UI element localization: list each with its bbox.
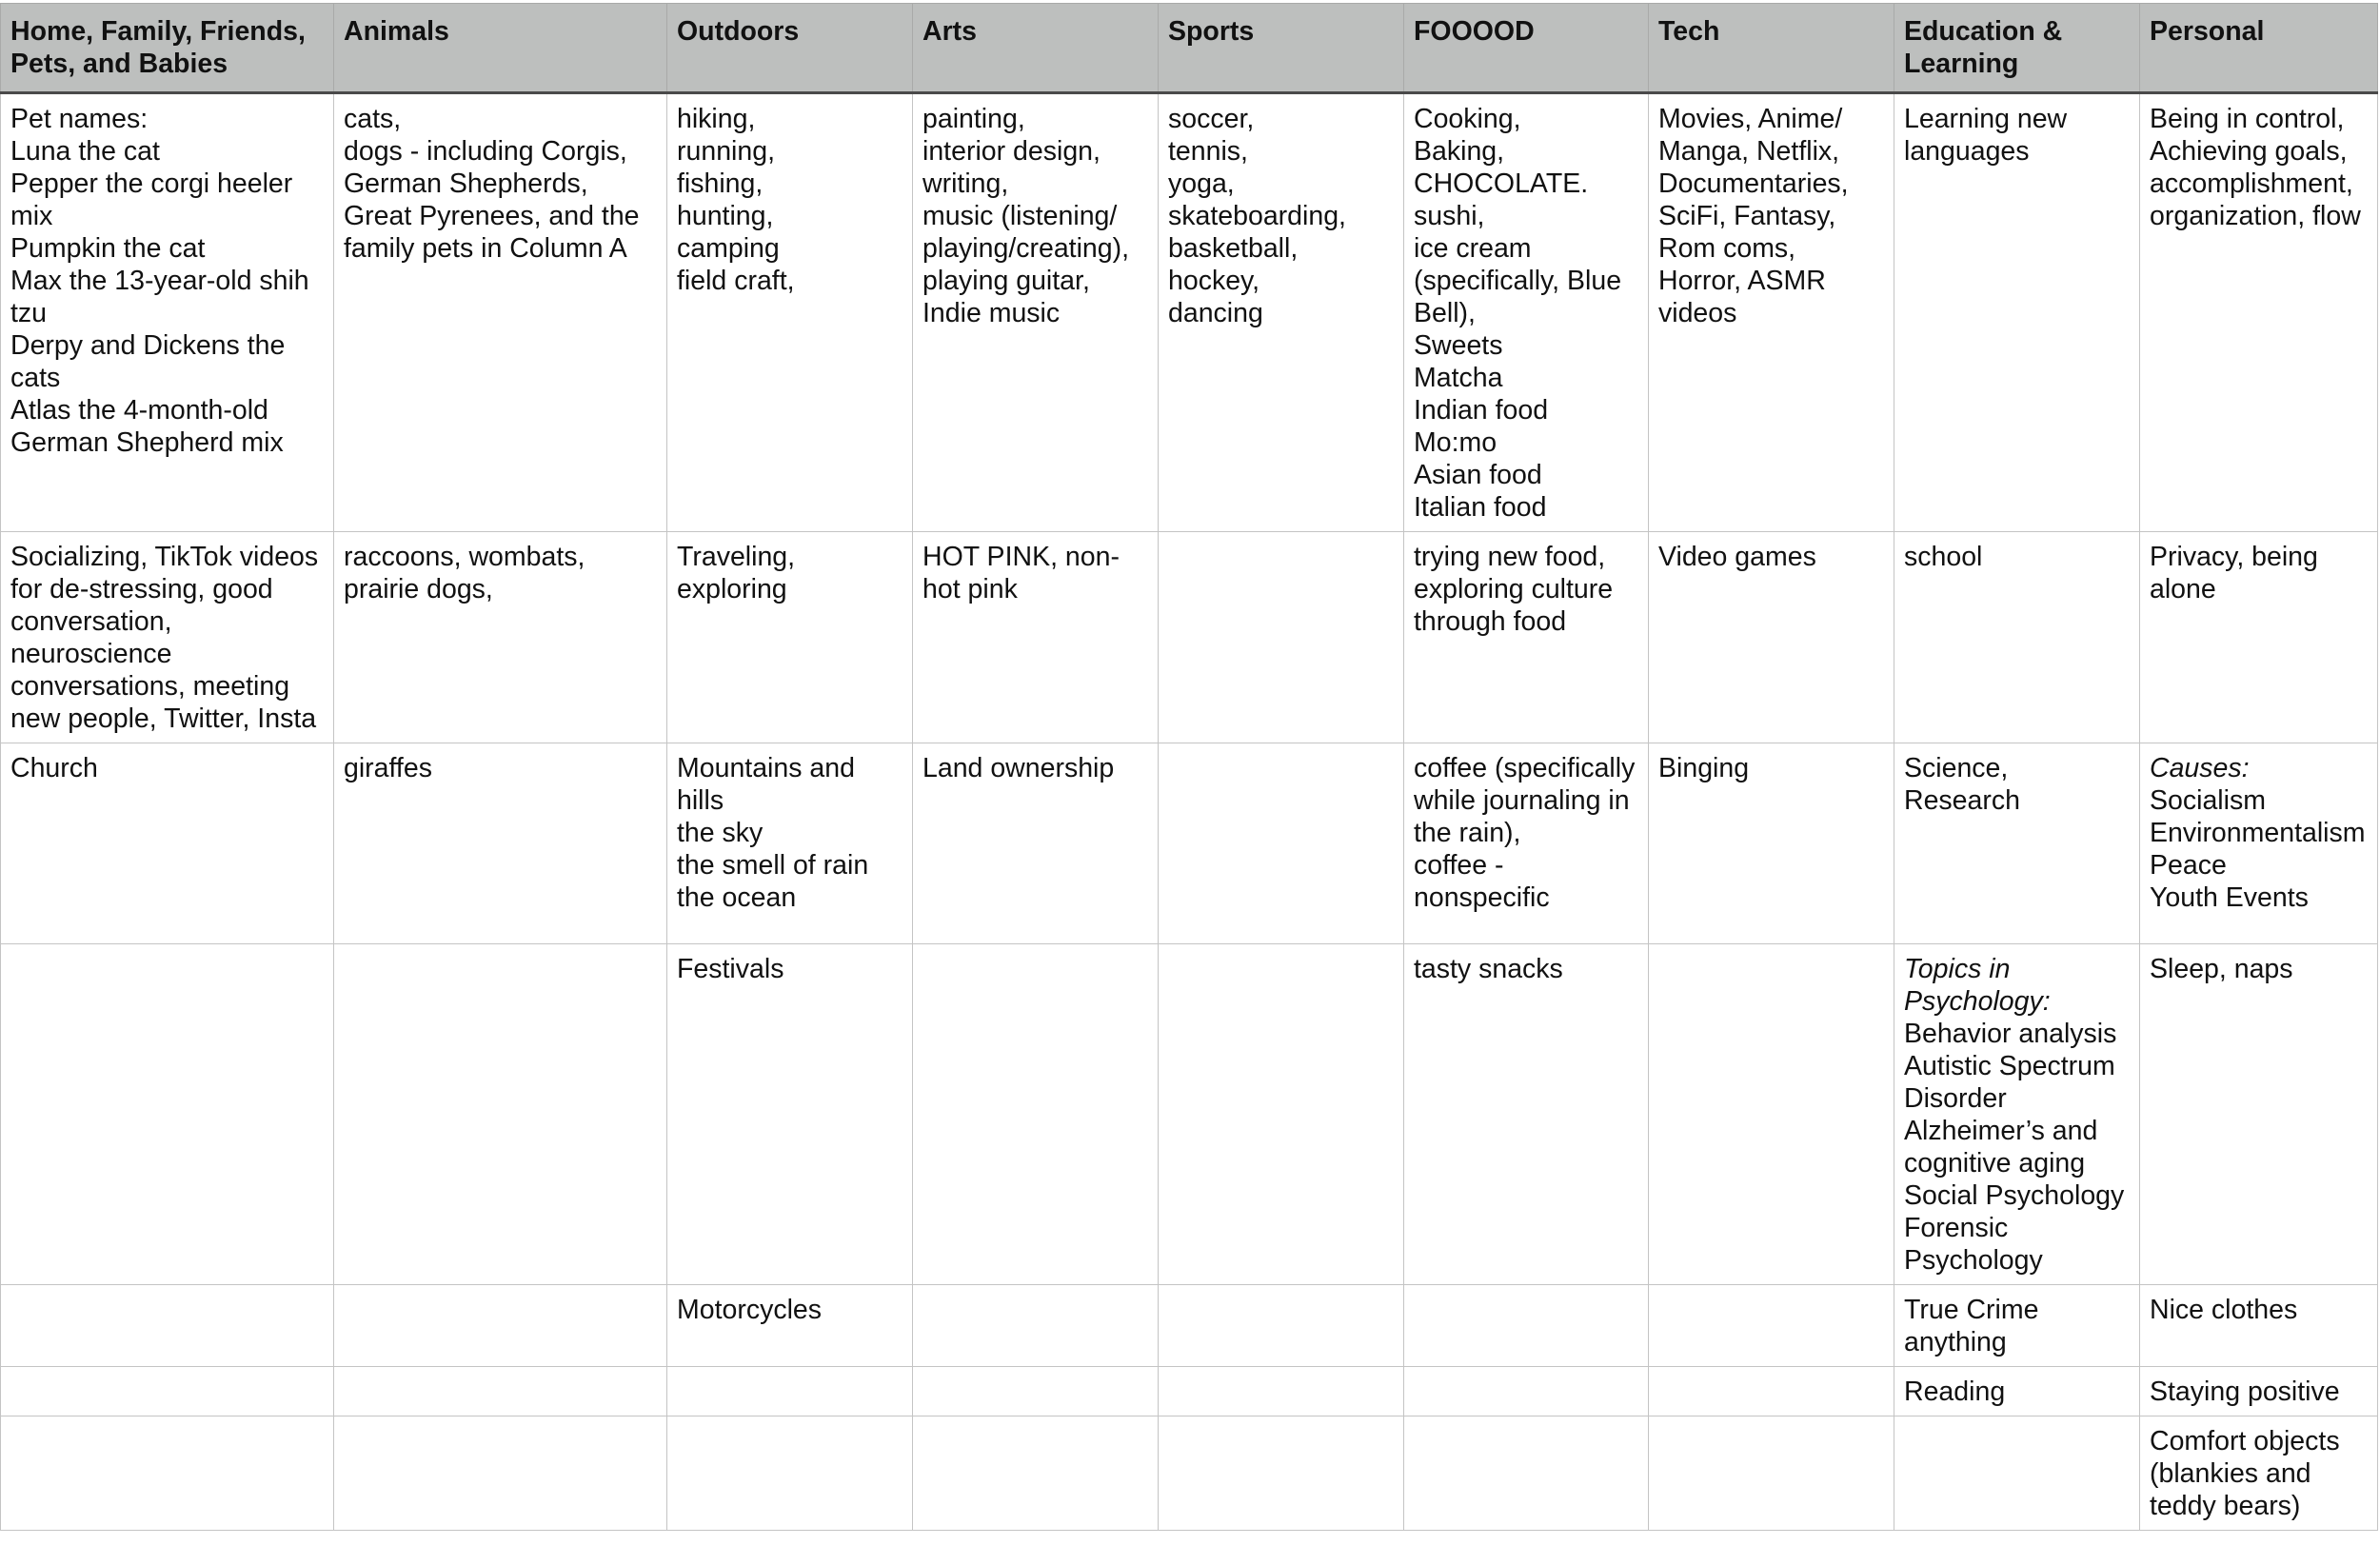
cell-line: fishing, — [677, 168, 764, 199]
column-header-arts: Arts — [913, 4, 1159, 93]
cell-line: Festivals — [677, 954, 784, 984]
cell-line: Youth Events — [2150, 882, 2309, 913]
cell-line: Video games — [1658, 542, 1816, 572]
cell-line: Max the 13-year-old shih tzu — [10, 266, 317, 328]
cell-line: Mo:mo — [1414, 427, 1497, 458]
table-cell-personal[interactable] — [2140, 1285, 2378, 1367]
cell-line: Indian food — [1414, 395, 1549, 426]
cell-line: tennis, — [1168, 136, 1248, 167]
table-row — [1, 532, 2378, 743]
table-cell-personal[interactable] — [2140, 1367, 2378, 1416]
cell-line: Comfort objects (blankies and teddy bears) — [2150, 1426, 2348, 1521]
table-cell-home-family[interactable] — [1, 93, 334, 532]
cell-line: the ocean — [677, 882, 797, 913]
table-cell-sports[interactable] — [1159, 93, 1404, 532]
table-cell-home-family[interactable] — [1, 532, 334, 743]
table-cell-personal[interactable] — [2140, 944, 2378, 1285]
table-cell-arts[interactable] — [913, 532, 1159, 743]
interests-table — [0, 3, 2378, 1531]
cell-line: CHOCOLATE. — [1414, 168, 1589, 199]
table-row — [1, 743, 2378, 944]
cell-line: dogs - including Corgis, German Shepherds, Great Pyrenees, and the family pets in Column A — [344, 136, 647, 264]
table-cell-animals[interactable] — [334, 532, 667, 743]
table-cell-tech[interactable] — [1649, 532, 1894, 743]
cell-line: dancing — [1168, 298, 1263, 328]
table-cell-outdoors[interactable] — [667, 743, 913, 944]
cell-line: Socialism — [2150, 785, 2266, 816]
column-header-sports: Sports — [1159, 4, 1404, 93]
column-header-tech: Tech — [1649, 4, 1894, 93]
table-cell-home-family[interactable] — [1, 944, 334, 1285]
cell-line: Mountains and hills — [677, 753, 863, 816]
cell-line: Alzheimer’s and cognitive aging — [1904, 1116, 2106, 1179]
table-cell-outdoors[interactable] — [667, 944, 913, 1285]
cell-line: Movies, Anime/ Manga, Netflix, Documentaries, SciFi, Fantasy, Rom coms, Horror, ASMR videos — [1658, 104, 1856, 328]
cell-line: Peace — [2150, 850, 2227, 881]
table-cell-personal[interactable] — [2140, 93, 2378, 532]
table-cell-arts[interactable] — [913, 944, 1159, 1285]
column-header-education: Education & Learning — [1894, 4, 2140, 93]
column-header-food: FOOOOD — [1404, 4, 1649, 93]
table-row — [1, 1416, 2378, 1531]
cell-line: coffee (specifically while journaling in the rain), — [1414, 753, 1643, 848]
table-cell-personal[interactable] — [2140, 743, 2378, 944]
cell-line: Science, Research — [1904, 753, 2020, 816]
cell-line: school — [1904, 542, 1983, 572]
cell-line: giraffes — [344, 753, 432, 783]
header-row — [1, 4, 2378, 93]
cell-line: painting, — [922, 104, 1025, 134]
table-cell-food[interactable] — [1404, 944, 1649, 1285]
table-cell-food[interactable] — [1404, 1367, 1649, 1416]
cell-line: basketball, — [1168, 233, 1299, 264]
cell-line: Autistic Spectrum Disorder — [1904, 1051, 2123, 1114]
cell-line: Luna the cat — [10, 136, 160, 167]
table-cell-arts[interactable] — [913, 743, 1159, 944]
cell-line: Asian food — [1414, 460, 1542, 490]
cell-line: Socializing, TikTok videos for de-stressing, good conversation, neuroscience conversations, meeting new people, Twitter, Insta — [10, 542, 327, 734]
table-cell-home-family[interactable] — [1, 1416, 334, 1531]
cell-line: Pet names: — [10, 104, 149, 134]
table-cell-animals[interactable] — [334, 1367, 667, 1416]
table-cell-tech[interactable] — [1649, 1416, 1894, 1531]
table-row — [1, 1367, 2378, 1416]
table-cell-home-family[interactable] — [1, 1367, 334, 1416]
cell-line: Learning new languages — [1904, 104, 2075, 167]
table-cell-education[interactable] — [1894, 1285, 2140, 1367]
column-header-animals: Animals — [334, 4, 667, 93]
cell-line: Church — [10, 753, 98, 783]
table-cell-education[interactable] — [1894, 1367, 2140, 1416]
table-cell-education[interactable] — [1894, 93, 2140, 532]
table-cell-arts[interactable] — [913, 1285, 1159, 1367]
table-cell-animals[interactable] — [334, 743, 667, 944]
column-header-outdoors: Outdoors — [667, 4, 913, 93]
cell-line: tasty snacks — [1414, 954, 1563, 984]
cell-line: yoga, — [1168, 168, 1235, 199]
cell-line: Land ownership — [922, 753, 1115, 783]
table-header — [1, 4, 2378, 93]
cell-line: Derpy and Dickens the cats — [10, 330, 293, 393]
cell-line: Sweets — [1414, 330, 1503, 361]
cell-line: Italian food — [1414, 492, 1547, 523]
table-cell-outdoors[interactable] — [667, 532, 913, 743]
table-cell-animals[interactable] — [334, 93, 667, 532]
cell-line: Sleep, naps — [2150, 954, 2293, 984]
cell-line: Pepper the corgi heeler mix — [10, 168, 301, 231]
cell-line: Traveling, exploring — [677, 542, 803, 604]
cell-line: ice cream (specifically, Blue Bell), — [1414, 233, 1629, 328]
cell-line: Indie music — [922, 298, 1061, 328]
cell-line: Atlas the 4-month-old German Shepherd mix — [10, 395, 284, 458]
table-cell-food[interactable] — [1404, 93, 1649, 532]
cell-line: True Crime anything — [1904, 1295, 2047, 1357]
table-cell-food[interactable] — [1404, 1416, 1649, 1531]
table-cell-sports[interactable] — [1159, 1367, 1404, 1416]
cell-line: running, — [677, 136, 775, 167]
cell-line: coffee - nonspecific — [1414, 850, 1550, 913]
table-cell-outdoors[interactable] — [667, 1367, 913, 1416]
cell-line: Social Psychology — [1904, 1180, 2125, 1211]
cell-line: Cooking, — [1414, 104, 1521, 134]
cell-line: writing, — [922, 168, 1009, 199]
table-cell-sports[interactable] — [1159, 532, 1404, 743]
cell-line: soccer, — [1168, 104, 1255, 134]
table-cell-animals[interactable] — [334, 1416, 667, 1531]
cell-line: cats, — [344, 104, 402, 134]
cell-line: Motorcycles — [677, 1295, 823, 1325]
table-row — [1, 1285, 2378, 1367]
cell-line: camping — [677, 233, 780, 264]
cell-line: the smell of rain — [677, 850, 869, 881]
cell-line: hockey, — [1168, 266, 1260, 296]
table-cell-food[interactable] — [1404, 532, 1649, 743]
cell-line: Forensic Psychology — [1904, 1213, 2043, 1276]
cell-line: Baking, — [1414, 136, 1505, 167]
table-cell-home-family[interactable] — [1, 1285, 334, 1367]
table-cell-food[interactable] — [1404, 1285, 1649, 1367]
cell-line: Matcha — [1414, 363, 1503, 393]
column-header-home-family: Home, Family, Friends, Pets, and Babies — [1, 4, 334, 93]
cell-line: Pumpkin the cat — [10, 233, 206, 264]
table-cell-outdoors[interactable] — [667, 1285, 913, 1367]
table-row — [1, 944, 2378, 1285]
table-cell-tech[interactable] — [1649, 93, 1894, 532]
cell-line: music (listening/ playing/creating), — [922, 201, 1130, 264]
cell-line: Causes: — [2150, 753, 2250, 783]
cell-line: Being in control, Achieving goals, accomplishment, organization, flow — [2150, 104, 2361, 231]
cell-line: Topics in Psychology: — [1904, 954, 2051, 1017]
table-cell-sports[interactable] — [1159, 1416, 1404, 1531]
table-cell-tech[interactable] — [1649, 743, 1894, 944]
table-cell-education[interactable] — [1894, 1416, 2140, 1531]
table-cell-education[interactable] — [1894, 532, 2140, 743]
table-cell-animals[interactable] — [334, 944, 667, 1285]
cell-line: HOT PINK, non-hot pink — [922, 542, 1120, 604]
cell-line: Privacy, being alone — [2150, 542, 2326, 604]
table-cell-tech[interactable] — [1649, 1367, 1894, 1416]
table-cell-food[interactable] — [1404, 743, 1649, 944]
table-cell-outdoors[interactable] — [667, 1416, 913, 1531]
table-cell-tech[interactable] — [1649, 1285, 1894, 1367]
table-cell-arts[interactable] — [913, 1416, 1159, 1531]
table-cell-outdoors[interactable] — [667, 93, 913, 532]
table-cell-animals[interactable] — [334, 1285, 667, 1367]
cell-line: Nice clothes — [2150, 1295, 2298, 1325]
table-row — [1, 93, 2378, 532]
table-cell-arts[interactable] — [913, 1367, 1159, 1416]
cell-line: Behavior analysis — [1904, 1019, 2117, 1049]
table-cell-sports[interactable] — [1159, 1285, 1404, 1367]
column-header-personal: Personal — [2140, 4, 2378, 93]
cell-line: interior design, — [922, 136, 1101, 167]
table-cell-home-family[interactable] — [1, 743, 334, 944]
table-cell-sports[interactable] — [1159, 944, 1404, 1285]
cell-line: playing guitar, — [922, 266, 1090, 296]
cell-line: field craft, — [677, 266, 795, 296]
cell-line: the sky — [677, 818, 764, 848]
cell-line: hunting, — [677, 201, 774, 231]
cell-line: raccoons, wombats, prairie dogs, — [344, 542, 593, 604]
table-cell-tech[interactable] — [1649, 944, 1894, 1285]
table-body — [1, 93, 2378, 1531]
cell-line: trying new food, exploring culture through food — [1414, 542, 1621, 637]
cell-line: Reading — [1904, 1377, 2006, 1407]
table-cell-education[interactable] — [1894, 944, 2140, 1285]
cell-line: Environmentalism — [2150, 818, 2366, 848]
table-cell-arts[interactable] — [913, 93, 1159, 532]
cell-line: Staying positive — [2150, 1377, 2340, 1407]
table-cell-personal[interactable] — [2140, 532, 2378, 743]
table-cell-sports[interactable] — [1159, 743, 1404, 944]
table-cell-education[interactable] — [1894, 743, 2140, 944]
table-cell-personal[interactable] — [2140, 1416, 2378, 1531]
cell-line: sushi, — [1414, 201, 1485, 231]
cell-line: skateboarding, — [1168, 201, 1346, 231]
cell-line: Binging — [1658, 753, 1750, 783]
cell-line: hiking, — [677, 104, 756, 134]
interests-sheet — [0, 3, 2377, 1531]
